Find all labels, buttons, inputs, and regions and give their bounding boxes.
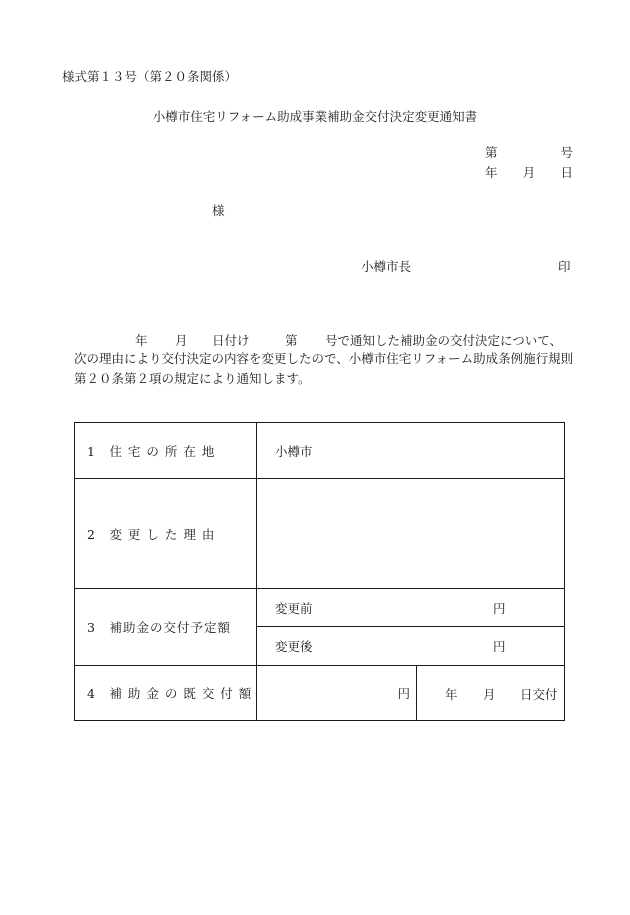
paid-date-cell — [417, 666, 565, 721]
paid-amount-yen: 円 — [257, 666, 417, 721]
table-row — [75, 589, 565, 627]
body-dai: 第 — [285, 333, 298, 348]
address-value: 小樽市 — [257, 423, 565, 479]
body-month: 月 — [175, 333, 188, 348]
reference-date — [485, 163, 573, 181]
after-label: 変更後 — [275, 639, 313, 654]
before-cell — [257, 589, 565, 627]
before-label: 変更前 — [275, 600, 313, 616]
paid-year: 年 — [445, 687, 458, 702]
paid-day: 日交付 — [520, 687, 558, 702]
info-table — [74, 422, 565, 721]
table-row — [75, 666, 565, 721]
body-line-2: 次の理由により交付決定の内容を変更したので、小樽市住宅リフォーム助成条例施行規則 — [74, 351, 574, 366]
paid-amount-label: 4 補 助 金 の 既 交 付 額 — [75, 666, 257, 721]
reference-go: 号 — [560, 145, 573, 160]
after-yen: 円 — [493, 639, 506, 654]
document-title: 小樽市住宅リフォーム助成事業補助金交付決定変更通知書 — [152, 109, 478, 124]
after-cell — [257, 627, 565, 666]
reason-label: 2 変 更 し た 理 由 — [75, 479, 257, 589]
reference-dai: 第 — [485, 145, 498, 160]
form-number: 様式第１３号（第２０条関係） — [62, 69, 238, 84]
body-year: 年 — [135, 333, 148, 348]
reference-month: 月 — [522, 165, 536, 180]
reason-value — [257, 479, 565, 589]
reference-year: 年 — [485, 165, 498, 180]
planned-amount-label: 3 補助金の交付予定額 — [75, 589, 257, 666]
addressee-honorific: 様 — [212, 203, 225, 218]
seal-mark: 印 — [558, 259, 571, 274]
table-row — [75, 479, 565, 589]
body-line-1-rest: 号で通知した補助金の交付決定について、 — [325, 333, 563, 348]
reference-number — [485, 143, 573, 161]
reference-day: 日 — [560, 165, 573, 180]
before-yen: 円 — [493, 600, 506, 616]
sender-name: 小樽市長 — [361, 259, 412, 274]
paid-month: 月 — [483, 687, 496, 702]
address-label: 1 住 宅 の 所 在 地 — [75, 423, 257, 479]
body-line-3: 第２０条第２項の規定により通知します。 — [74, 371, 311, 386]
body-day: 日付け — [212, 333, 250, 348]
table-row — [75, 423, 565, 479]
